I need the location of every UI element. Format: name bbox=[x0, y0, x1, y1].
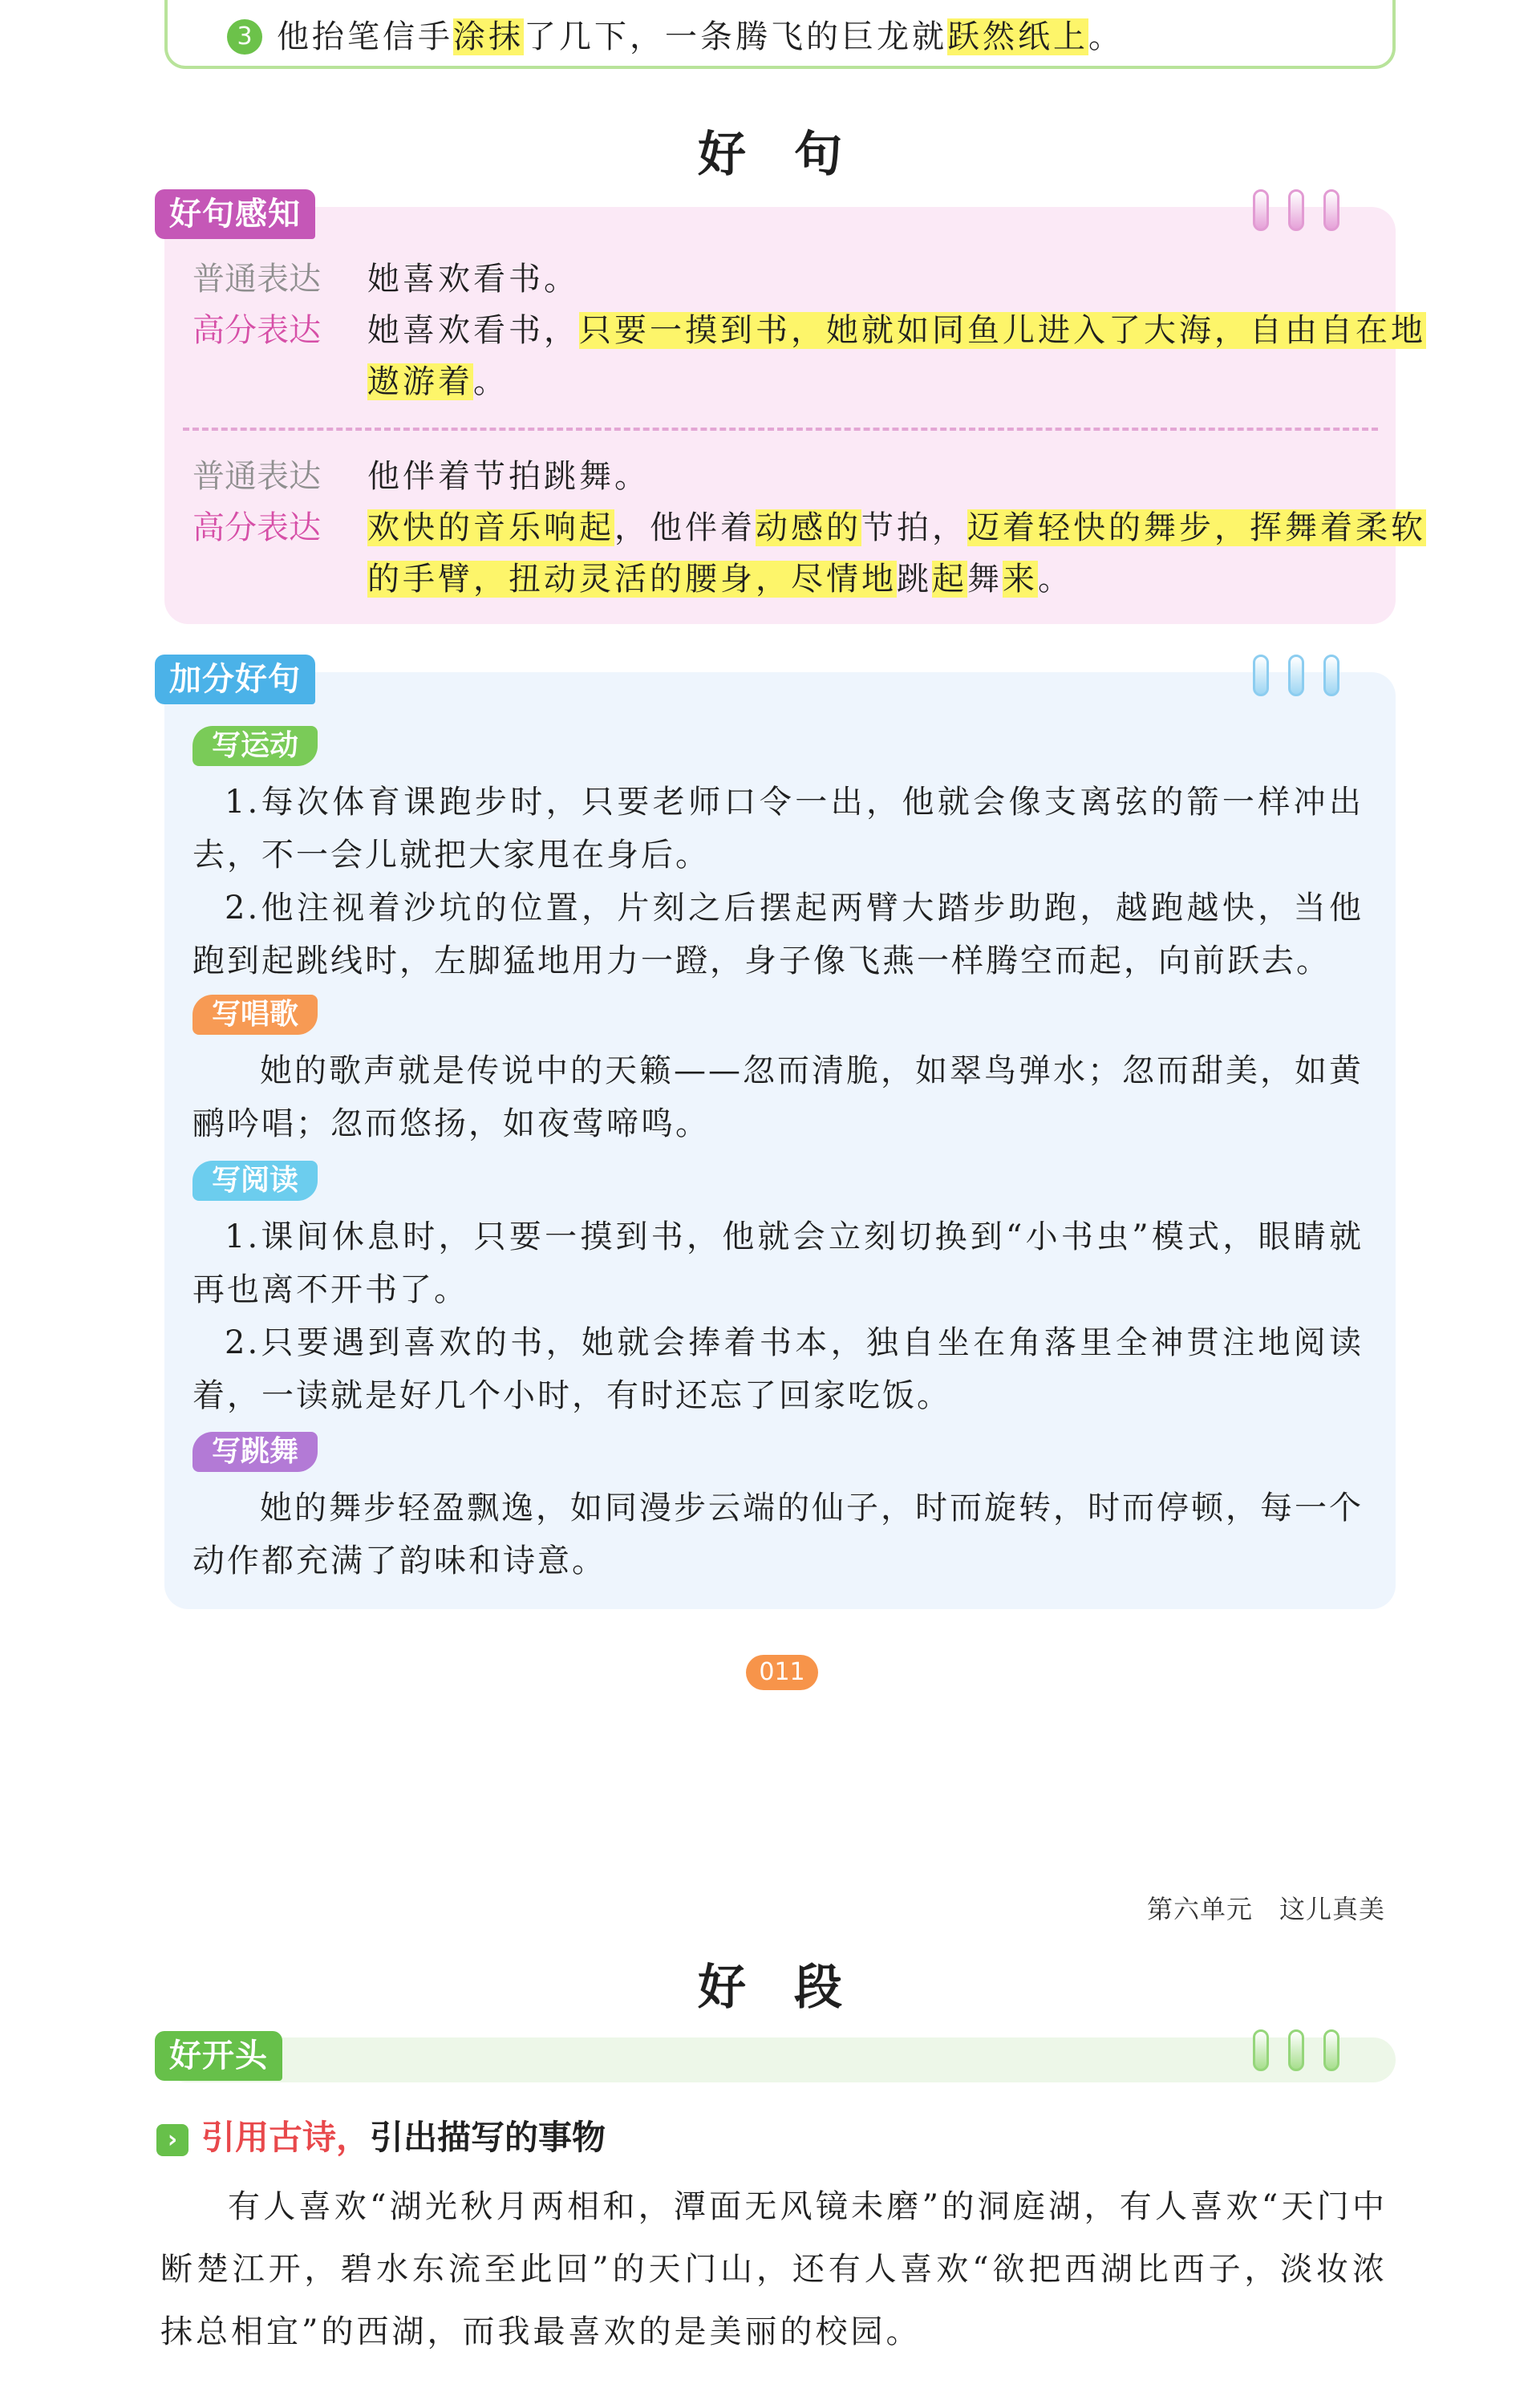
opening-bar bbox=[164, 2037, 1396, 2082]
high-score-text-line1 bbox=[367, 502, 1426, 553]
example-sentence: 她的舞步轻盈飘逸，如同漫步云端的仙子，时而旋转，时而停顿，每一个动作都充满了韵味和诗意。 bbox=[192, 1490, 1364, 1579]
subheading-highlight: 引用古诗， bbox=[201, 2118, 371, 2157]
highlighted-text: 只要一摸到书，她就如同鱼儿进入了大海，自由自在地 bbox=[579, 312, 1426, 349]
text-run: 舞 bbox=[967, 561, 1003, 598]
category-pill-sport: 写运动 bbox=[192, 726, 318, 766]
category-pill-reading: 写阅读 bbox=[192, 1161, 318, 1201]
text-run: 。 bbox=[1088, 18, 1124, 55]
page-number: 011 bbox=[746, 1655, 818, 1690]
highlighted-text: 涂抹 bbox=[453, 18, 524, 55]
bonus-tab: 加分好句 bbox=[155, 655, 315, 704]
text-run: 。 bbox=[473, 363, 509, 400]
text-run: 他抬笔信手 bbox=[277, 18, 453, 55]
highlighted-text: 来 bbox=[1003, 561, 1038, 598]
plain-expression-label: 普通表达 bbox=[192, 261, 321, 298]
section-title-good-sentences: 好句 bbox=[698, 127, 890, 183]
item-number-badge: 3 bbox=[227, 19, 262, 55]
high-score-text-line1 bbox=[367, 305, 1426, 356]
example-sentence: 2.只要遇到喜欢的书，她就会捧着书本，独自坐在角落里全神贯注地阅读着，一读就是好几个小时，有时还忘了回家吃饭。 bbox=[192, 1324, 1364, 1414]
text-run: 节拍， bbox=[861, 509, 967, 546]
high-score-text-line2 bbox=[367, 553, 1073, 605]
binder-rings-icon bbox=[1251, 186, 1348, 237]
high-score-text-line2 bbox=[367, 356, 509, 407]
highlighted-text: 起 bbox=[932, 561, 967, 598]
opening-subheading bbox=[156, 2111, 606, 2159]
opening-paragraph: 有人喜欢“湖光秋月两相和，潭面无风镜未磨”的洞庭湖，有人喜欢“天门中断楚江开，碧水东流至此回”的天门山，还有人喜欢“欲把西湖比西子，淡妆浓抹总相宜”的西湖，而我最喜欢的是美丽的校园。 bbox=[160, 2188, 1388, 2350]
plain-expression-text: 她喜欢看书。 bbox=[367, 261, 579, 298]
unit-header: 第六单元 这儿真美 bbox=[1147, 1894, 1386, 1924]
high-score-label: 高分表达 bbox=[192, 312, 321, 349]
text-run: 跳 bbox=[897, 561, 932, 598]
opening-tab: 好开头 bbox=[155, 2031, 282, 2081]
highlighted-text: 欢快的音乐响起 bbox=[367, 509, 614, 546]
example-sentence: 1.每次体育课跑步时，只要老师口令一出，他就会像支离弦的箭一样冲出去，不一会儿就把大家甩在身后。 bbox=[192, 784, 1364, 874]
binder-rings-icon bbox=[1251, 651, 1348, 703]
dashed-divider bbox=[183, 428, 1378, 431]
arrow-right-icon: › bbox=[156, 2124, 188, 2156]
subheading-rest: 引出描写的事物 bbox=[370, 2118, 606, 2157]
highlighted-text: 跃然纸上 bbox=[947, 18, 1088, 55]
plain-expression-text: 他伴着节拍跳舞。 bbox=[367, 458, 650, 495]
example-sentence: 1.课间休息时，只要一摸到书，他就会立刻切换到“小书虫”模式，眼睛就再也离不开书了。 bbox=[192, 1218, 1364, 1308]
text-run: 她喜欢看书， bbox=[367, 312, 579, 349]
plain-expression-label: 普通表达 bbox=[192, 458, 321, 495]
highlighted-text: 的手臂，扭动灵活的腰身，尽情地 bbox=[367, 561, 897, 598]
highlighted-text: 迈着轻快的舞步，挥舞着柔软 bbox=[967, 509, 1426, 546]
text-run: ，他伴着 bbox=[614, 509, 756, 546]
top-item-text bbox=[277, 18, 1124, 55]
text-run: 。 bbox=[1038, 561, 1073, 598]
category-pill-dancing: 写跳舞 bbox=[192, 1432, 318, 1472]
high-score-label: 高分表达 bbox=[192, 509, 321, 546]
text-run: 了几下，一条腾飞的巨龙就 bbox=[524, 18, 947, 55]
top-item bbox=[227, 14, 1124, 59]
highlighted-text: 遨游着 bbox=[367, 363, 473, 400]
section-title-good-paragraphs: 好段 bbox=[698, 1960, 890, 2016]
highlighted-text: 动感的 bbox=[756, 509, 861, 546]
example-sentence: 2.他注视着沙坑的位置，片刻之后摆起两臂大踏步助跑，越跑越快，当他跑到起跳线时，左脚猛地用力一蹬，身子像飞燕一样腾空而起，向前跃去。 bbox=[192, 890, 1364, 979]
example-sentence: 她的歌声就是传说中的天籁——忽而清脆，如翠鸟弹水；忽而甜美，如黄鹂吟唱；忽而悠扬，如夜莺啼鸣。 bbox=[192, 1052, 1364, 1142]
perception-tab: 好句感知 bbox=[155, 189, 315, 239]
category-pill-singing: 写唱歌 bbox=[192, 995, 318, 1035]
binder-rings-icon bbox=[1251, 2026, 1348, 2078]
